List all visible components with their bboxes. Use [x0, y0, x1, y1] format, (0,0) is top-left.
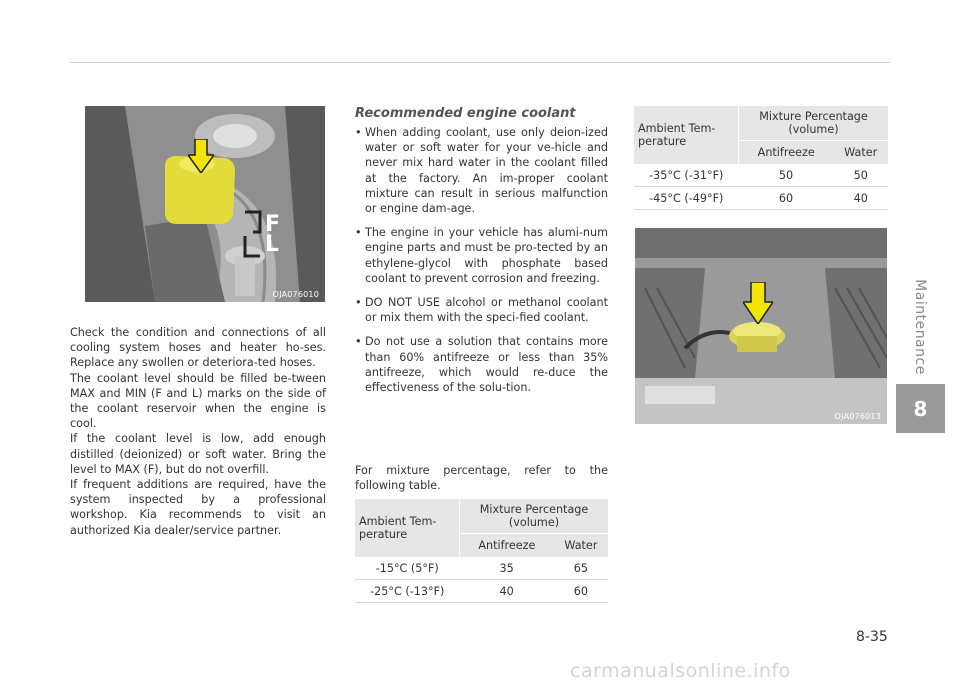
water-cell: 60 [554, 580, 608, 603]
page-number: 8-35 [856, 629, 888, 645]
antifreeze-cell: 60 [739, 187, 834, 210]
engine-bay-illustration [85, 106, 325, 302]
radiator-illustration [635, 228, 887, 424]
bullet-list [355, 125, 608, 404]
table-row [634, 187, 888, 210]
chapter-title: Maintenance [912, 279, 929, 375]
paragraph: If the coolant level is low, add enough distilled (deionized) or soft water. Bring the level to MAX (F), but do not overfill. [70, 432, 326, 476]
min-mark: L [265, 232, 280, 257]
chapter-side-label [900, 272, 940, 382]
watermark: carmanualsonline.info [570, 660, 791, 682]
bullet-item: • DO NOT USE alcohol or methanol coolant or mix them with the speci-fied coolant. [355, 296, 608, 325]
water-header: Water [833, 140, 888, 164]
antifreeze-cell: 50 [739, 164, 834, 187]
figure-code: OJA076013 [834, 412, 881, 421]
antifreeze-cell: 35 [460, 557, 554, 580]
temperature-cell: -35°C (-31°F) [634, 164, 739, 187]
bullet-mark: • [355, 335, 362, 349]
antifreeze-header: Antifreeze [460, 533, 554, 557]
bullet-mark: • [355, 126, 362, 139]
ambient-temperature-header: Ambient Tem-perature [634, 106, 739, 164]
table-row [355, 580, 608, 603]
temperature-cell: -15°C (5°F) [355, 557, 460, 580]
section-heading: Recommended engine coolant [355, 106, 576, 121]
refer-text: For mixture percentage, refer to the following table. [355, 464, 608, 493]
bullet-mark: • [355, 226, 362, 240]
table-row [355, 557, 608, 580]
down-arrow-icon [188, 139, 214, 173]
figure-code: OJA076010 [272, 290, 319, 299]
antifreeze-header: Antifreeze [739, 140, 834, 164]
mixture-table-2 [634, 106, 888, 210]
temperature-cell: -45°C (-49°F) [634, 187, 739, 210]
bullet-item: • The engine in your vehicle has alumi-num engine parts and must be pro-tected by an ethylene-glycol with phosphate based coolant to prevent corrosion and freezing. [355, 226, 608, 285]
down-arrow-icon [743, 282, 773, 324]
paragraph: The coolant level should be filled be-tween MAX and MIN (F and L) marks on the side of the coolant reservoir when the engine is cool. [70, 371, 326, 431]
max-mark: F [265, 212, 281, 237]
mixture-table-1 [355, 499, 608, 603]
temperature-cell: -25°C (-13°F) [355, 580, 460, 603]
chapter-tab: 8 [896, 384, 945, 433]
radiator-cap-photo [635, 228, 887, 424]
top-rule [70, 62, 890, 63]
water-cell: 50 [833, 164, 888, 187]
ambient-temperature-header: Ambient Tem-perature [355, 499, 460, 557]
mixture-percentage-header: Mixture Percentage (volume) [739, 106, 889, 140]
table-row [634, 164, 888, 187]
water-cell: 65 [554, 557, 608, 580]
left-column-text [70, 325, 326, 538]
paragraph: Check the condition and connections of all cooling system hoses and heater ho-ses. Replace any swollen or deteriora-ted hoses. [70, 326, 326, 370]
water-cell: 40 [833, 187, 888, 210]
mixture-percentage-header: Mixture Percentage (volume) [460, 499, 609, 533]
antifreeze-cell: 40 [460, 580, 554, 603]
bullet-item: • Do not use a solution that contains more than 60% antifreeze or less than 35% antifreeze, which would re-duce the effectiveness of the solu-tion. [355, 335, 608, 395]
bullet-item: • When adding coolant, use only deion-ized water or soft water for your ve-hicle and never mix hard water in the coolant filled at the factory. An im-proper coolant mixture can result in serious malfunction or engine dam-age. [355, 126, 608, 216]
coolant-reservoir-photo [85, 106, 325, 302]
water-header: Water [554, 533, 608, 557]
paragraph: If frequent additions are required, have the system inspected by a professional workshop. Kia recommends to visit an authorized Kia dealer/service partner. [70, 478, 326, 537]
bullet-mark: • [355, 296, 362, 310]
